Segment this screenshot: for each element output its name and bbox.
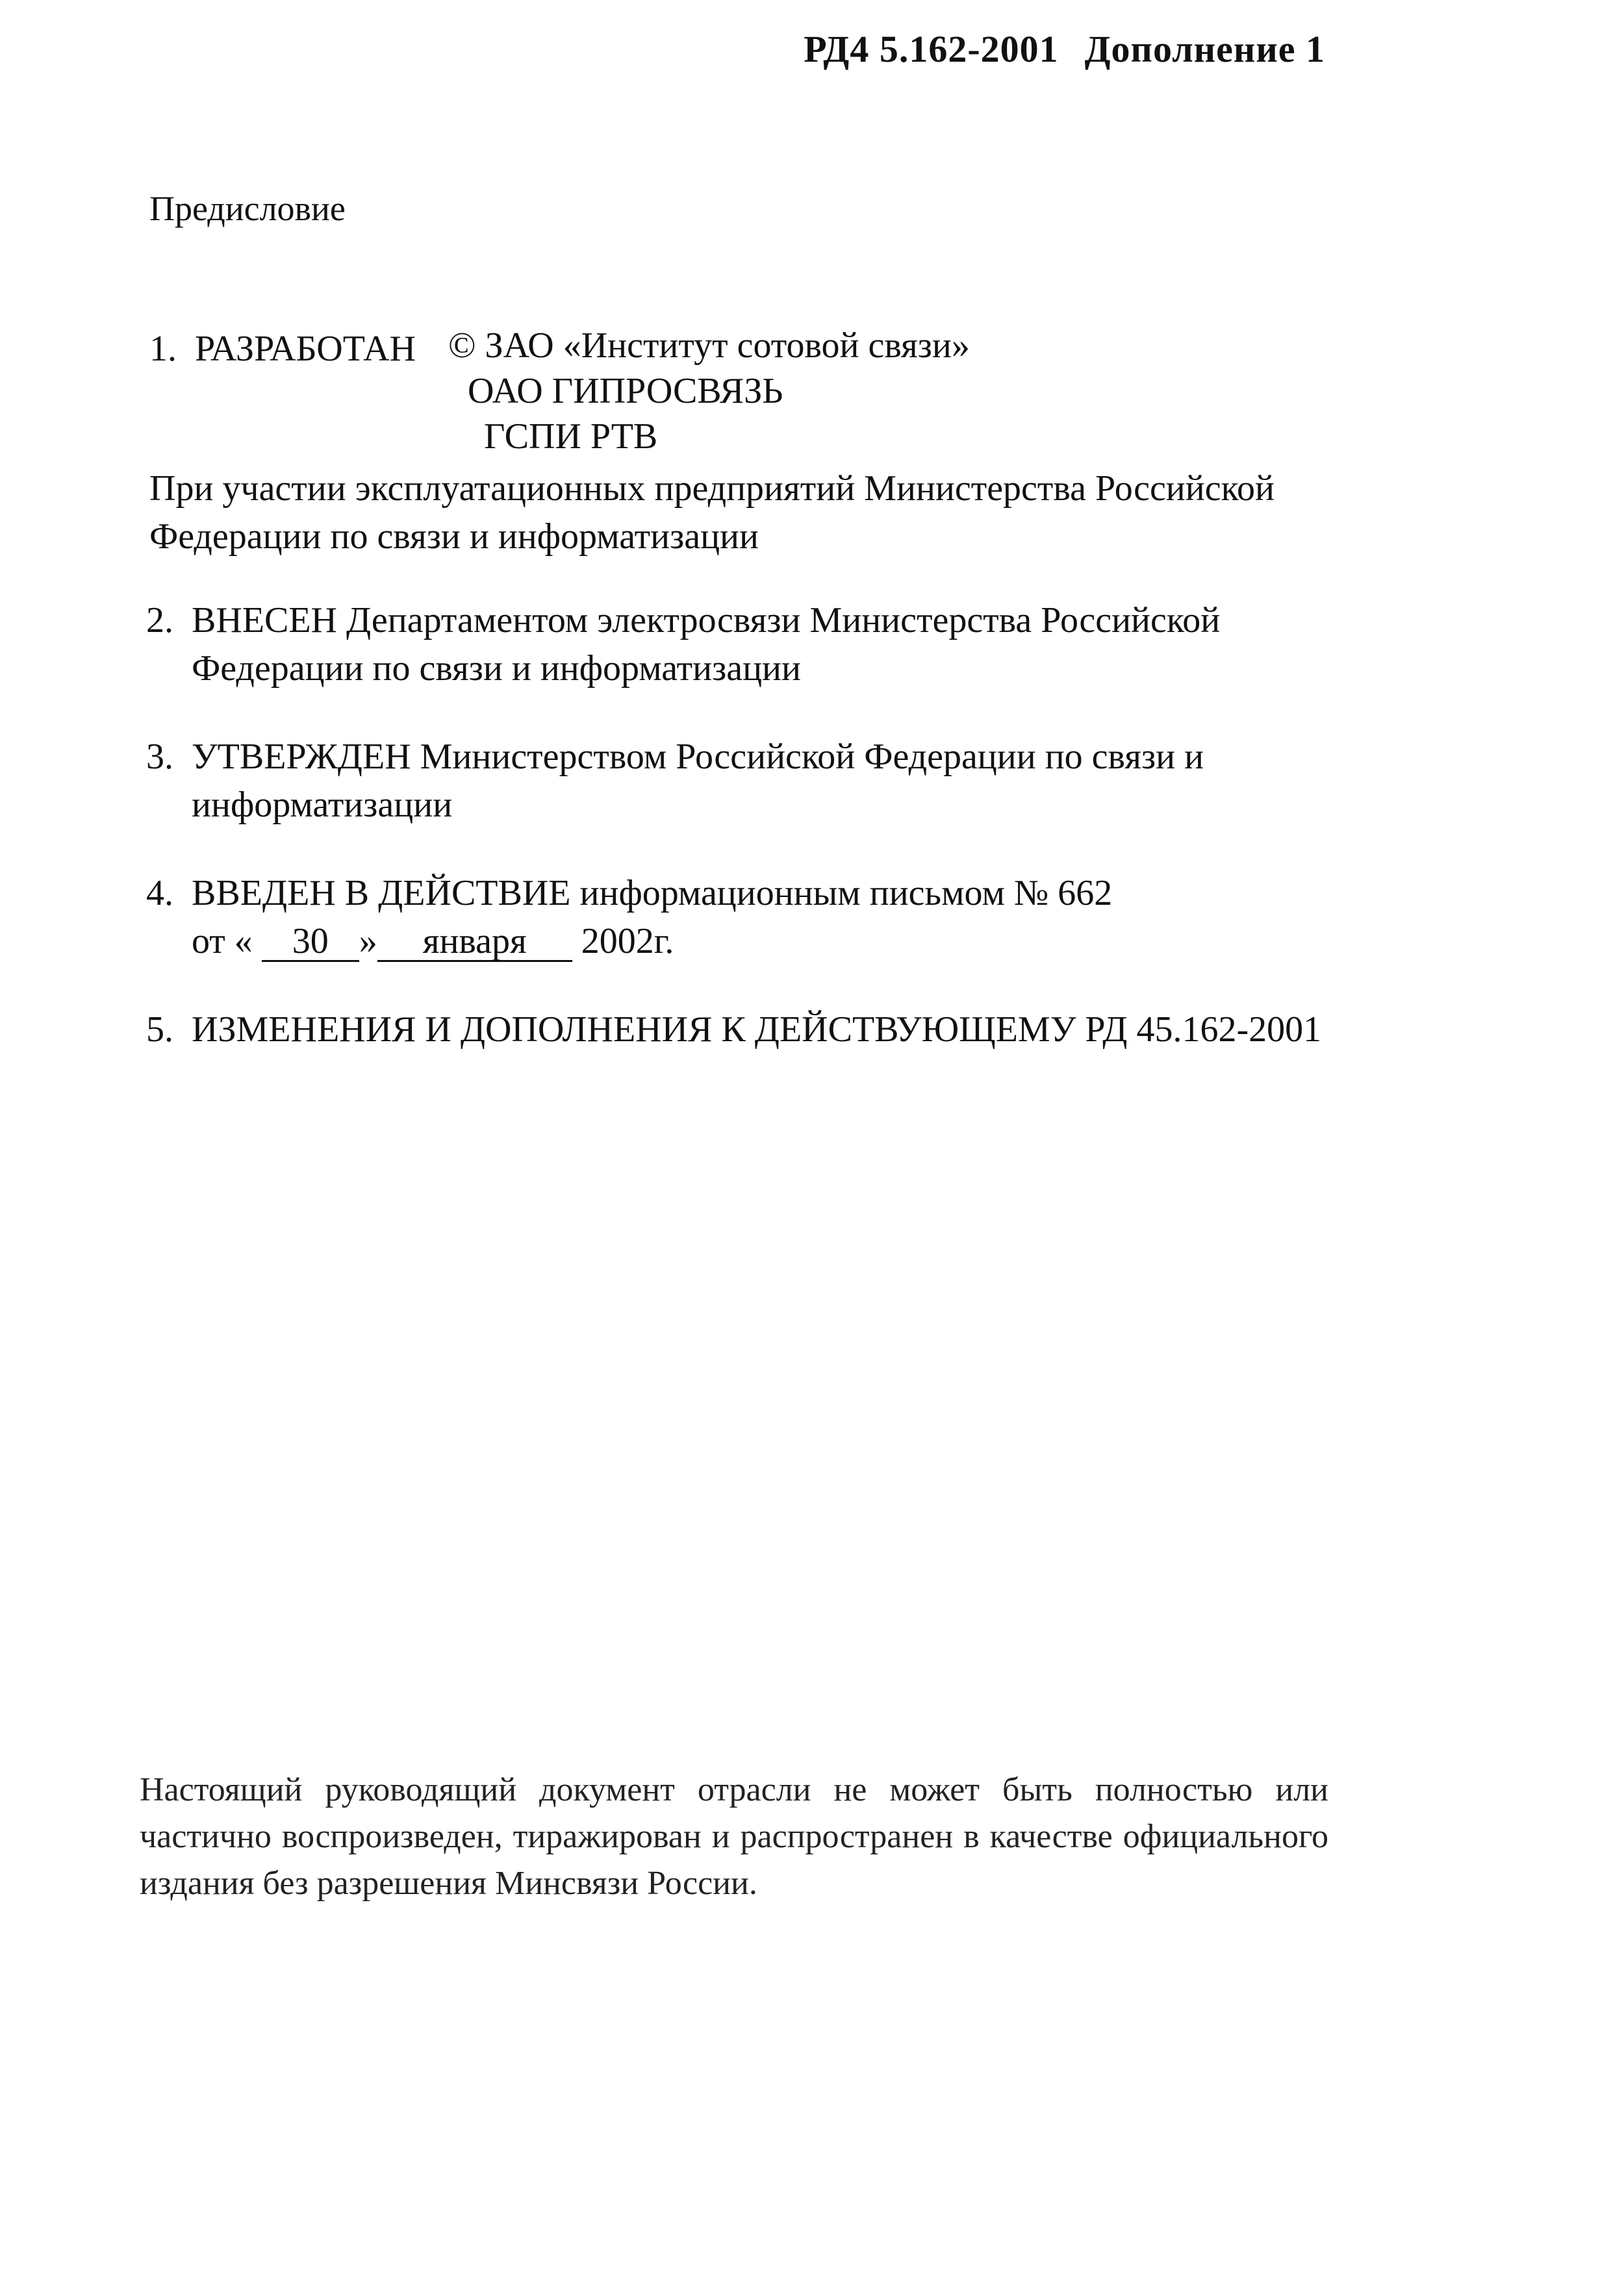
item-5	[146, 1005, 1321, 1054]
item-4-date	[146, 917, 1112, 965]
participation-line-2: Федерации по связи и информатизации	[149, 516, 759, 557]
participation-line-1: При участии эксплуатационных предприятий Министерства Российской	[149, 468, 1275, 509]
item-1-label: РАЗРАБОТАН	[195, 329, 416, 369]
date-prefix: от «	[192, 921, 253, 961]
item-2-line-2: Федерации по связи и информатизации	[192, 648, 801, 689]
item-3-number: 3.	[146, 737, 173, 777]
date-year: 2002г.	[581, 921, 674, 961]
item-1-line	[149, 325, 416, 373]
addendum-label: Дополнение 1	[1084, 28, 1325, 70]
item-4	[146, 869, 1112, 965]
item-5-number: 5.	[146, 1009, 173, 1050]
item-2	[146, 596, 1220, 692]
item-1-number: 1.	[149, 329, 177, 369]
item-4-number: 4.	[146, 873, 173, 913]
item-3-line-1: УТВЕРЖДЕН Министерством Российской Федерации по связи и	[192, 737, 1204, 777]
document-header	[804, 27, 1325, 71]
item-2-line-1: ВНЕСЕН Департаментом электросвязи Министерства Российской	[192, 600, 1221, 640]
item-1-org-1: © ЗАО «Институт сотовой связи»	[448, 325, 970, 366]
item-1-org-3: ГСПИ РТВ	[484, 416, 658, 457]
item-5-line-1: ИЗМЕНЕНИЯ И ДОПОЛНЕНИЯ К ДЕЙСТВУЮЩЕМУ РД 45.162-2001	[192, 1009, 1322, 1050]
preface-title: Предисловие	[149, 189, 346, 228]
doc-code: РД4 5.162-2001	[804, 28, 1059, 70]
item-3-line-2: информатизации	[192, 785, 453, 825]
date-mid: »	[359, 921, 377, 961]
date-day: 30	[262, 922, 359, 962]
item-3	[146, 733, 1204, 829]
date-month: января	[377, 922, 572, 962]
item-4-line-1: ВВЕДЕН В ДЕЙСТВИЕ информационным письмом № 662	[192, 873, 1113, 913]
item-1-participation	[149, 464, 1275, 561]
copyright-notice: Настоящий руководящий документ отрасли не может быть полностью или частично воспроизведен, тиражирован и распространен в качестве официального издания без разрешения Минсвязи России.	[140, 1771, 1328, 1902]
item-1-org-2: ОАО ГИПРОСВЯЗЬ	[468, 371, 783, 411]
item-2-number: 2.	[146, 600, 173, 640]
